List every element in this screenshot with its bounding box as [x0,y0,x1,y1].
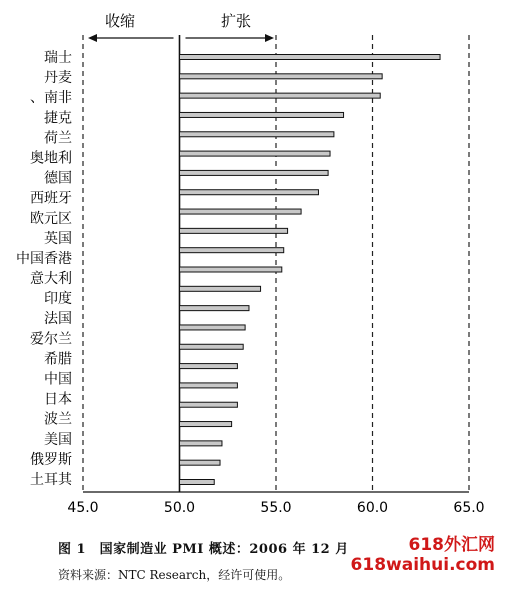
watermark-line1: 618外汇网 [408,535,495,555]
category-label-4: 荷兰 [44,130,72,147]
bar-8 [180,209,302,214]
bar-11 [180,267,282,272]
category-label-20: 俄罗斯 [30,451,72,468]
bar-22 [180,480,215,485]
bar-6 [180,170,329,175]
bar-15 [180,344,244,349]
category-label-13: 法国 [44,311,72,328]
bar-19 [180,422,232,427]
x-tick-label-0: 45.0 [67,500,99,516]
bar-9 [180,228,288,233]
category-label-6: 德国 [44,170,72,187]
category-label-19: 美国 [44,431,72,448]
category-label-14: 爱尔兰 [30,331,72,348]
watermark [351,535,495,575]
category-label-1: 丹麦 [44,70,72,87]
bar-20 [180,441,222,446]
x-tick-label-2: 55.0 [260,500,292,516]
category-label-8: 欧元区 [30,210,72,227]
category-label-5: 奥地利 [30,150,72,167]
category-label-12: 印度 [44,291,72,308]
category-label-0: 瑞士 [44,50,72,66]
bar-10 [180,248,284,253]
expansion-arrowhead [265,34,274,42]
contraction-label: 收缩 [104,12,136,30]
category-label-21: 土耳其 [30,472,72,488]
bar-2 [180,93,381,98]
bar-14 [180,325,246,330]
bar-13 [180,306,249,311]
bar-4 [180,132,334,137]
category-label-18: 波兰 [44,411,72,428]
category-label-11: 意大利 [30,271,72,288]
bar-18 [180,402,238,407]
bar-21 [180,460,221,465]
bar-3 [180,112,344,117]
figure-caption: 图 1 国家制造业 PMI 概述：2006 年 12 月 [58,542,349,557]
bar-12 [180,286,261,291]
category-label-3: 捷克 [44,110,72,127]
category-label-7: 西班牙 [30,190,72,207]
category-label-2: 、南非 [30,90,72,107]
contraction-arrowhead [88,34,97,42]
watermark-line2: 618waihui.com [350,555,495,575]
bar-16 [180,364,238,369]
category-label-9: 英国 [44,230,72,247]
category-label-15: 希腊 [44,351,72,368]
x-tick-label-4: 65.0 [453,500,485,516]
x-tick-label-3: 60.0 [356,500,389,516]
bar-0 [180,55,441,60]
category-label-10: 中国香港 [16,250,72,267]
bar-1 [180,74,383,79]
x-tick-label-1: 50.0 [163,500,196,516]
bar-17 [180,383,238,388]
category-label-16: 中国 [44,371,72,388]
category-label-17: 日本 [44,391,72,408]
source-note: 资料来源：NTC Research，经许可使用。 [58,568,291,582]
bar-7 [180,190,319,195]
bar-5 [180,151,331,156]
expansion-label: 扩张 [220,12,252,30]
